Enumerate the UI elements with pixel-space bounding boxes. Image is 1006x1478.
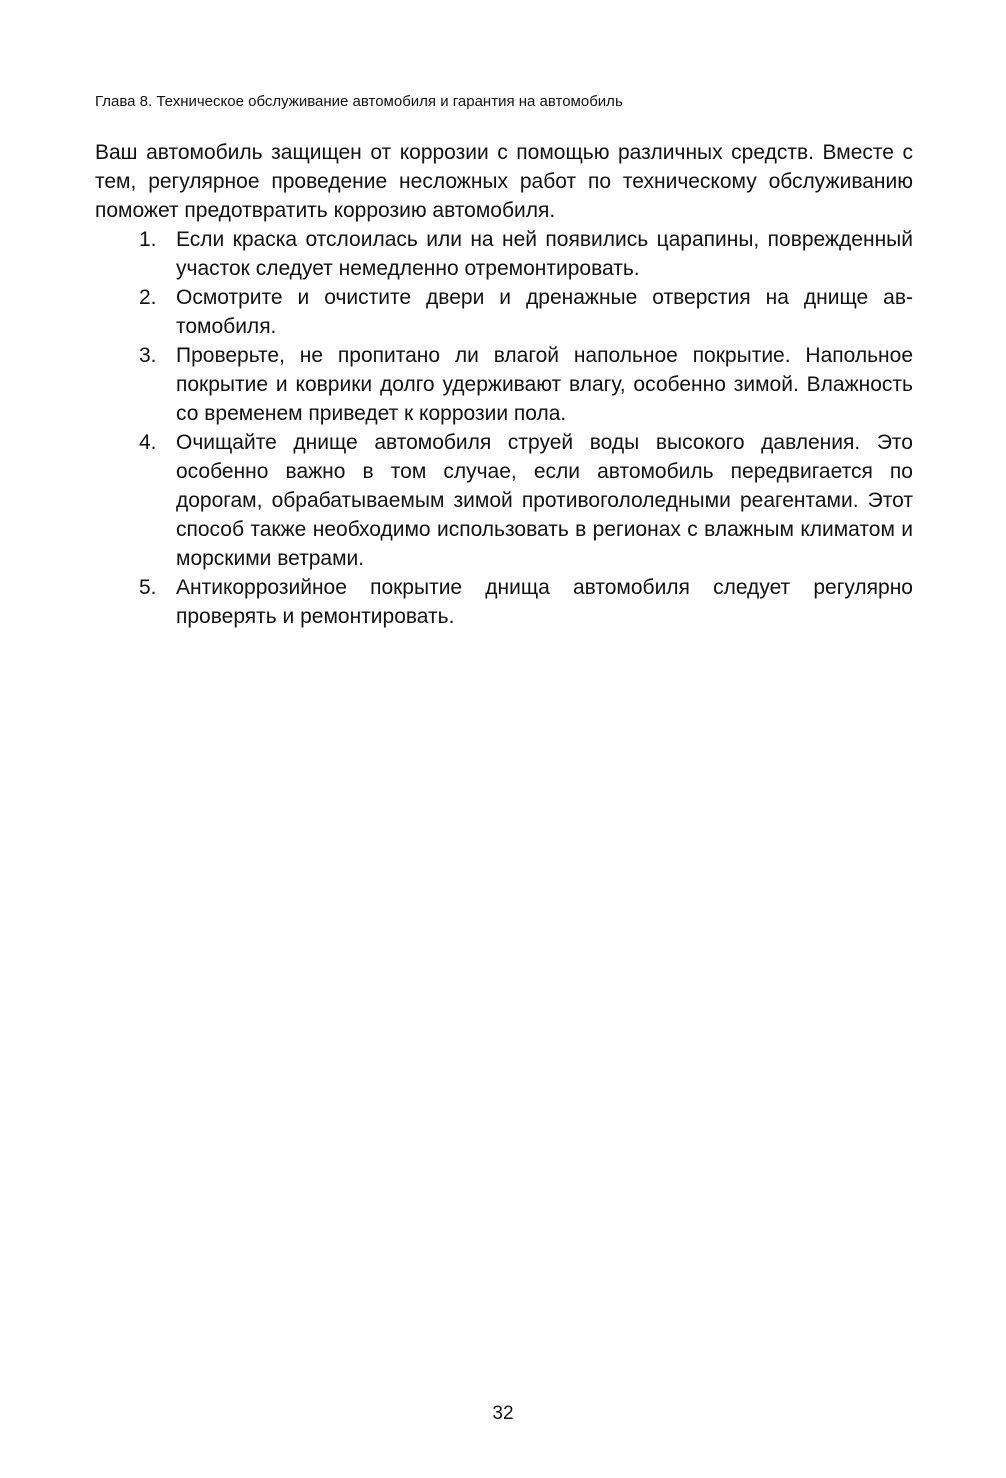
list-item [95,573,913,631]
list-item-text: Осмотрите и очистите двери и дренажные отверстия на днище автомобиля. [176,286,913,338]
list-item-number: 1. [139,228,157,251]
page-number: 32 [492,1403,514,1424]
list-item [95,341,913,428]
list-item-number: 4. [139,431,157,454]
page-body [95,138,913,631]
list-item-number: 5. [139,576,157,599]
list-item [95,225,913,283]
intro-paragraph: Ваш автомобиль защищен от коррозии с помощью различных средств. Вместе с тем, регулярное проведение несложных работ по техническому обслуживанию поможет предотвратить коррозию автомобиля. [95,141,913,222]
list-item-number: 3. [139,344,157,367]
list-item [95,428,913,573]
list-item-text: Очищайте днище автомобиля струей воды высокого давления. Это особенно важно в том случае, если автомобиль передвигается по дорогам, обрабатываемым зимой противогололедными реагентами. Этот способ также необходимо использовать в регионах с влажным климатом и морскими ветрами. [176,431,913,570]
list-item-text: Проверьте, не пропитано ли влагой напольное покрытие. Напольное покрытие и коврики долго удерживают влагу, особенно зимой. Влажность со временем приведет к коррозии пола. [176,344,913,425]
list-item-text: Если краска отслоилась или на ней появились царапины, поврежденный участок следует немедленно отремонтировать. [176,228,913,280]
running-header: Глава 8. Техническое обслуживание автомобиля и гарантия на автомобиль [95,93,623,110]
list-item [95,283,913,341]
list-item-text: Антикоррозийное покрытие днища автомобиля следует регулярно проверять и ремонтировать. [176,576,913,628]
maintenance-list [95,225,913,631]
list-item-number: 2. [139,286,157,309]
